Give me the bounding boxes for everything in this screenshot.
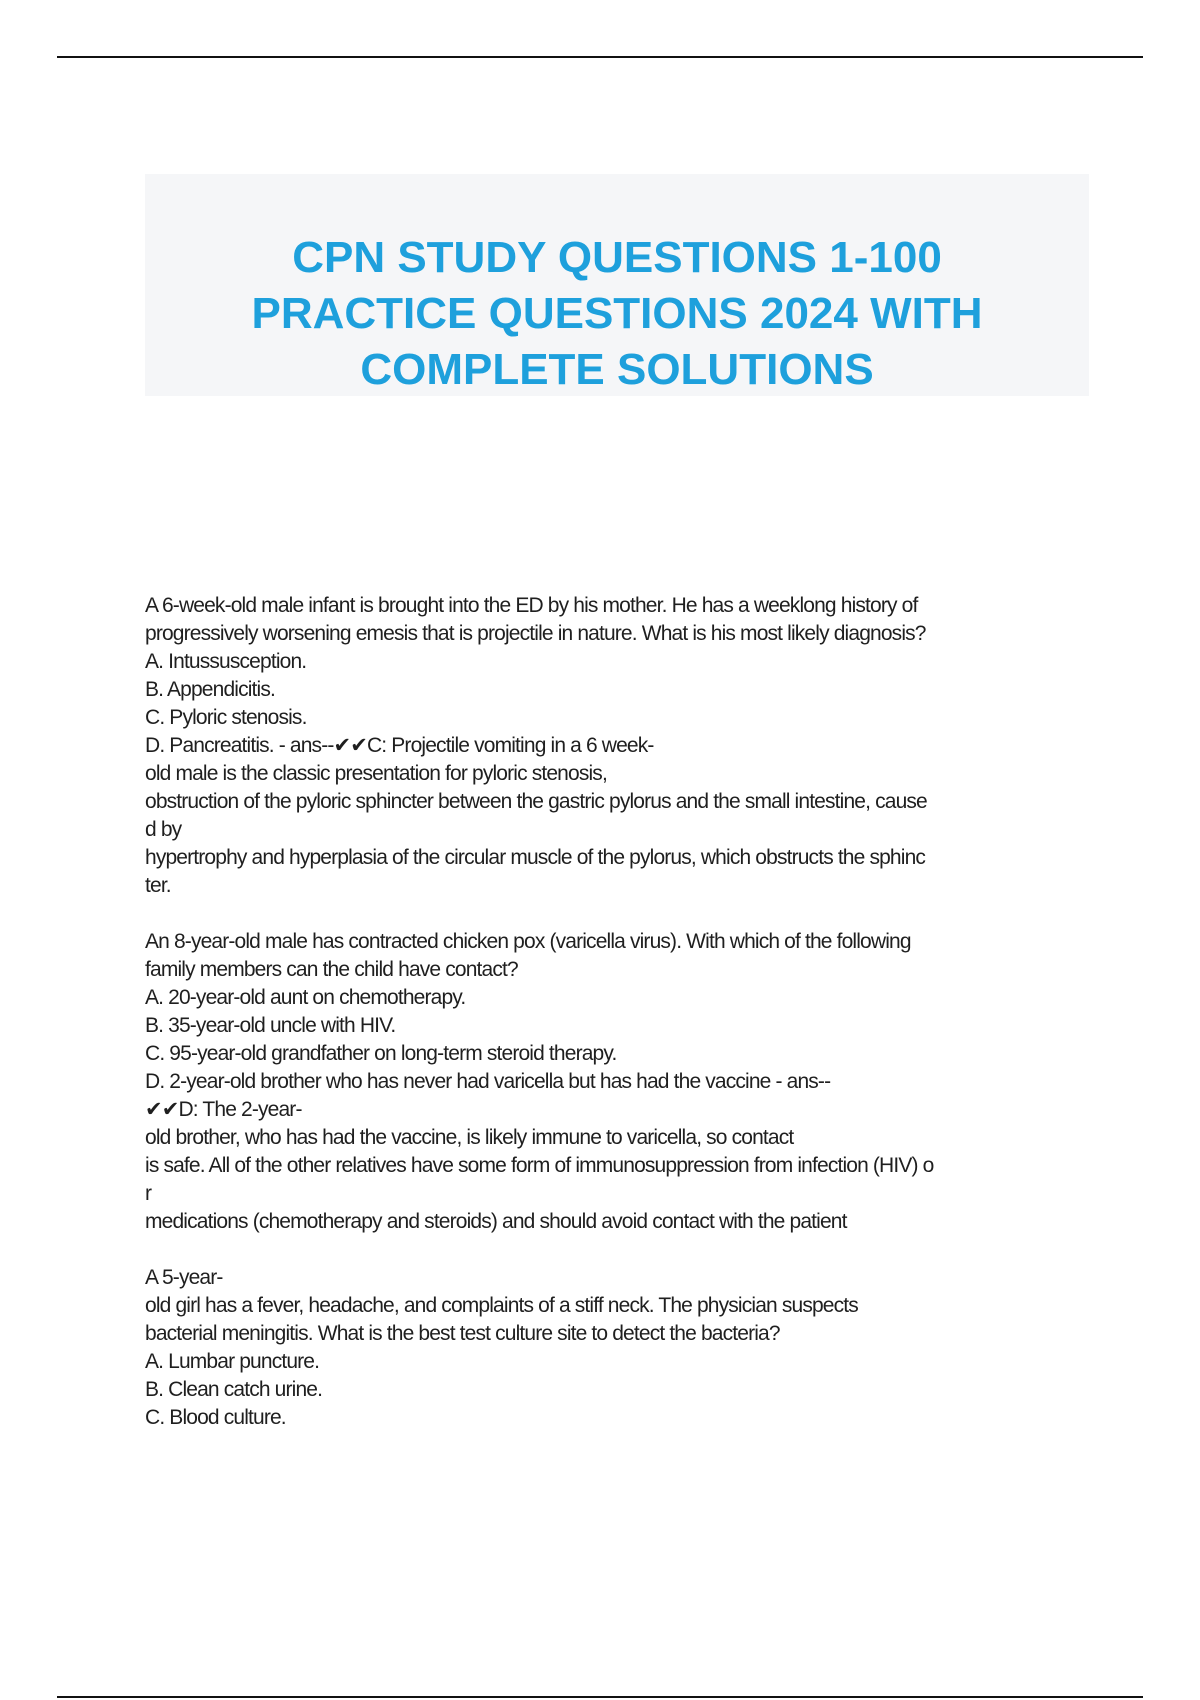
answer-option: A. 20-year-old aunt on chemotherapy. (145, 986, 466, 1009)
question-spacer (145, 900, 1089, 928)
rationale-line: medications (chemotherapy and steroids) and should avoid contact with the patient (145, 1210, 847, 1233)
document-title-line: PRACTICE QUESTIONS 2024 WITH (251, 289, 983, 338)
answer-option: A. Intussusception. (145, 650, 307, 673)
question-1 (145, 592, 1089, 900)
question-text-line: progressively worsening emesis that is projectile in nature. What is his most likely diagnosis? (145, 622, 926, 645)
rationale-line: ter. (145, 874, 171, 897)
answer-option: A. Lumbar puncture. (145, 1350, 320, 1373)
answer-option: B. 35-year-old uncle with HIV. (145, 1014, 396, 1037)
document-title-line: COMPLETE SOLUTIONS (360, 345, 874, 394)
answer-option: D. Pancreatitis. - ans--✔✔C: Projectile vomiting in a 6 week- (145, 734, 654, 757)
title-box (145, 174, 1089, 396)
rationale-line: r (145, 1182, 152, 1205)
bottom-rule (57, 1696, 1143, 1698)
answer-option: B. Appendicitis. (145, 678, 275, 701)
question-2 (145, 928, 1089, 1236)
rationale-line: is safe. All of the other relatives have some form of immunosuppression from infection (HIV) o (145, 1154, 934, 1177)
answer-option: C. Blood culture. (145, 1406, 286, 1429)
question-text-line: family members can the child have contact? (145, 958, 518, 981)
question-text-line: old girl has a fever, headache, and complaints of a stiff neck. The physician suspects (145, 1294, 858, 1317)
answer-option: C. 95-year-old grandfather on long-term steroid therapy. (145, 1042, 617, 1065)
rationale-line: hypertrophy and hyperplasia of the circular muscle of the pylorus, which obstructs the sphinc (145, 846, 926, 869)
rationale-line: ✔✔D: The 2-year- (145, 1098, 302, 1121)
rationale-line: old brother, who has had the vaccine, is likely immune to varicella, so contact (145, 1126, 794, 1149)
answer-option: D. 2-year-old brother who has never had varicella but has had the vaccine - ans-- (145, 1070, 831, 1093)
answer-option: C. Pyloric stenosis. (145, 706, 307, 729)
question-text-line: A 5-year- (145, 1266, 223, 1289)
question-text-line: An 8-year-old male has contracted chicken pox (varicella virus). With which of the following (145, 930, 911, 953)
rationale-line: old male is the classic presentation for pyloric stenosis, (145, 762, 607, 785)
questions-content (145, 592, 1089, 1432)
answer-option: B. Clean catch urine. (145, 1378, 323, 1401)
rationale-line: obstruction of the pyloric sphincter between the gastric pylorus and the small intestine, cause (145, 790, 927, 813)
top-rule (57, 56, 1143, 58)
question-text-line: bacterial meningitis. What is the best test culture site to detect the bacteria? (145, 1322, 780, 1345)
rationale-line: d by (145, 818, 182, 841)
question-text-line: A 6-week-old male infant is brought into the ED by his mother. He has a weeklong history of (145, 594, 918, 617)
question-3 (145, 1264, 1089, 1432)
document-title-line: CPN STUDY QUESTIONS 1-100 (292, 233, 942, 282)
question-spacer (145, 1236, 1089, 1264)
